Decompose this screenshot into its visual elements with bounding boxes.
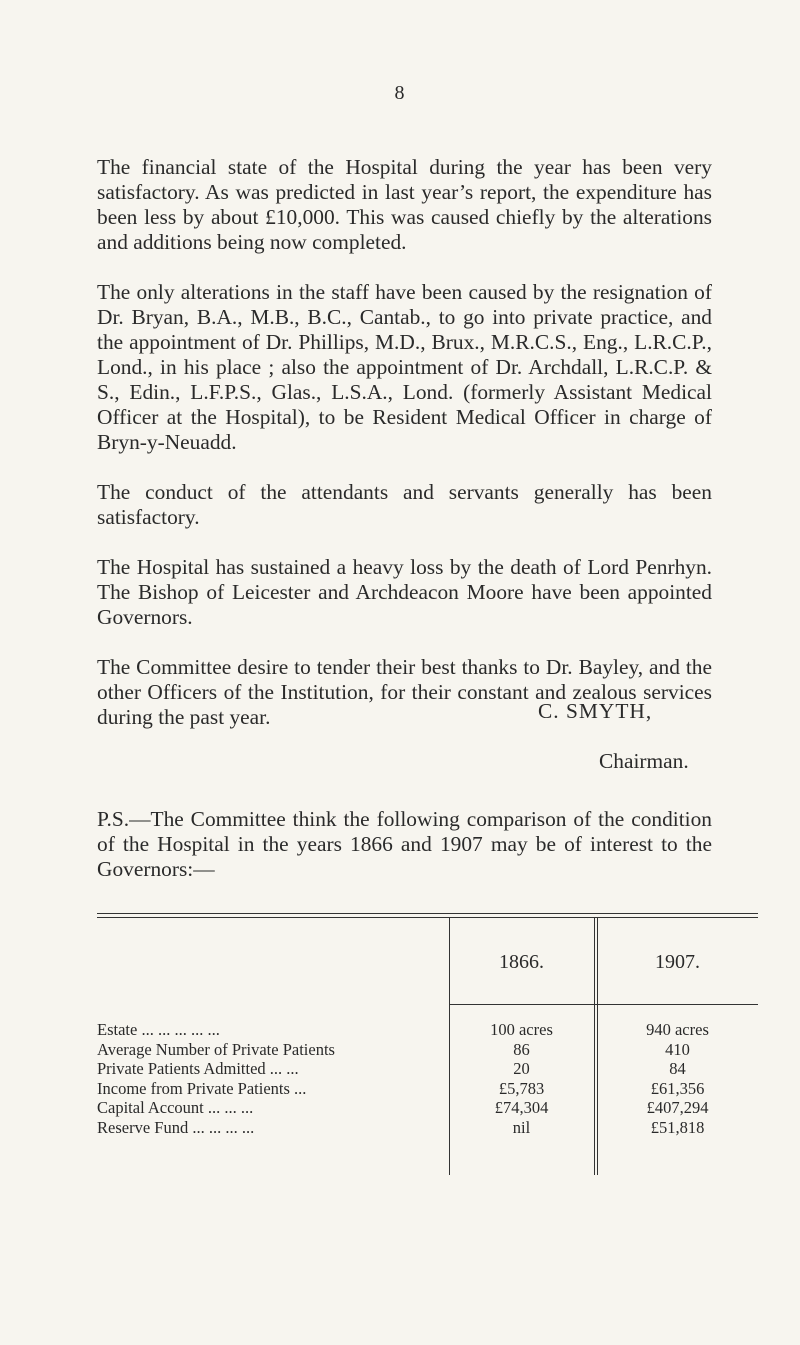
table-row xyxy=(97,1098,758,1118)
value-1907: £61,356 xyxy=(650,1078,705,1098)
paragraph-governors: The Hospital has sustained a heavy loss by the death of Lord Penrhyn. The Bishop of Leicester and Archdeacon Moore have been appointed Governors. xyxy=(97,555,712,629)
table-header-rule xyxy=(449,1004,758,1005)
table-row xyxy=(97,1040,758,1060)
paragraph-financial-state: The financial state of the Hospital during the year has been very satisfactory. As was predicted in last year’s report, the expenditure has been less by about £10,000. This was caused chiefly by the alterations and additions being now completed. xyxy=(97,155,712,254)
signature-title: Chairman. xyxy=(599,749,689,773)
value-1866: 86 xyxy=(513,1039,530,1059)
value-1866: £5,783 xyxy=(498,1078,545,1098)
report-body xyxy=(97,155,712,755)
value-1907: 84 xyxy=(669,1059,686,1079)
table-top-rule-inner xyxy=(97,917,758,918)
value-1866: £74,304 xyxy=(494,1098,549,1118)
value-1866: 100 acres xyxy=(490,1020,553,1039)
table-body xyxy=(97,1020,758,1138)
paragraph-staff-alterations: The only alterations in the staff have been caused by the resignation of Dr. Bryan, B.A., M.B., B.C., Cantab., to go into private practice, and the appointment of Dr. Phillips, M.D., Brux., M.R.C.S., Eng., L.R.C.P., Lond., in his place ; also the appointment of Dr. Archdall, L.R.C.P. & S., Edin., L.F.P.S., Glas., L.S.A., Lond. (formerly Assistant Medical Officer at the Hospital), to be Resident Medical Officer in charge of Bryn-y-Neuadd. xyxy=(97,280,712,454)
postscript: P.S.—The Committee think the following comparison of the condition of the Hospital in the years 1866 and 1907 may be of interest to the Governors:— xyxy=(97,807,712,881)
value-1907: 940 acres xyxy=(646,1020,709,1039)
table-header-1866: 1866. xyxy=(499,951,544,973)
table-row xyxy=(97,1079,758,1099)
paragraph-thanks: The Committee desire to tender their best thanks to Dr. Bayley, and the other Officers of the Institution, for their constant and zealous services during the past year. xyxy=(97,655,712,729)
row-label: Estate ... ... ... ... ... xyxy=(97,1020,220,1039)
value-1907: £51,818 xyxy=(650,1117,705,1137)
table-row xyxy=(97,1118,758,1138)
table-top-rule xyxy=(97,913,758,914)
row-label: Income from Private Patients ... xyxy=(97,1078,307,1098)
row-label: Reserve Fund ... ... ... ... xyxy=(97,1117,255,1137)
signature-name: C. SMYTH, xyxy=(538,699,653,723)
value-1907: £407,294 xyxy=(646,1098,709,1118)
row-label: Private Patients Admitted ... ... xyxy=(97,1059,299,1079)
table-row xyxy=(97,1059,758,1079)
table-row xyxy=(97,1020,758,1040)
value-1866: nil xyxy=(512,1117,531,1137)
row-label: Capital Account ... ... ... xyxy=(97,1098,254,1118)
page-number: 8 xyxy=(394,82,406,104)
value-1866: 20 xyxy=(513,1059,530,1079)
comparison-table xyxy=(97,913,758,1175)
value-1907: 410 xyxy=(665,1039,690,1059)
table-header-1907: 1907. xyxy=(655,951,700,973)
paragraph-attendants-conduct: The conduct of the attendants and servants generally has been satisfactory. xyxy=(97,480,712,529)
row-label: Average Number of Private Patients xyxy=(97,1039,335,1059)
